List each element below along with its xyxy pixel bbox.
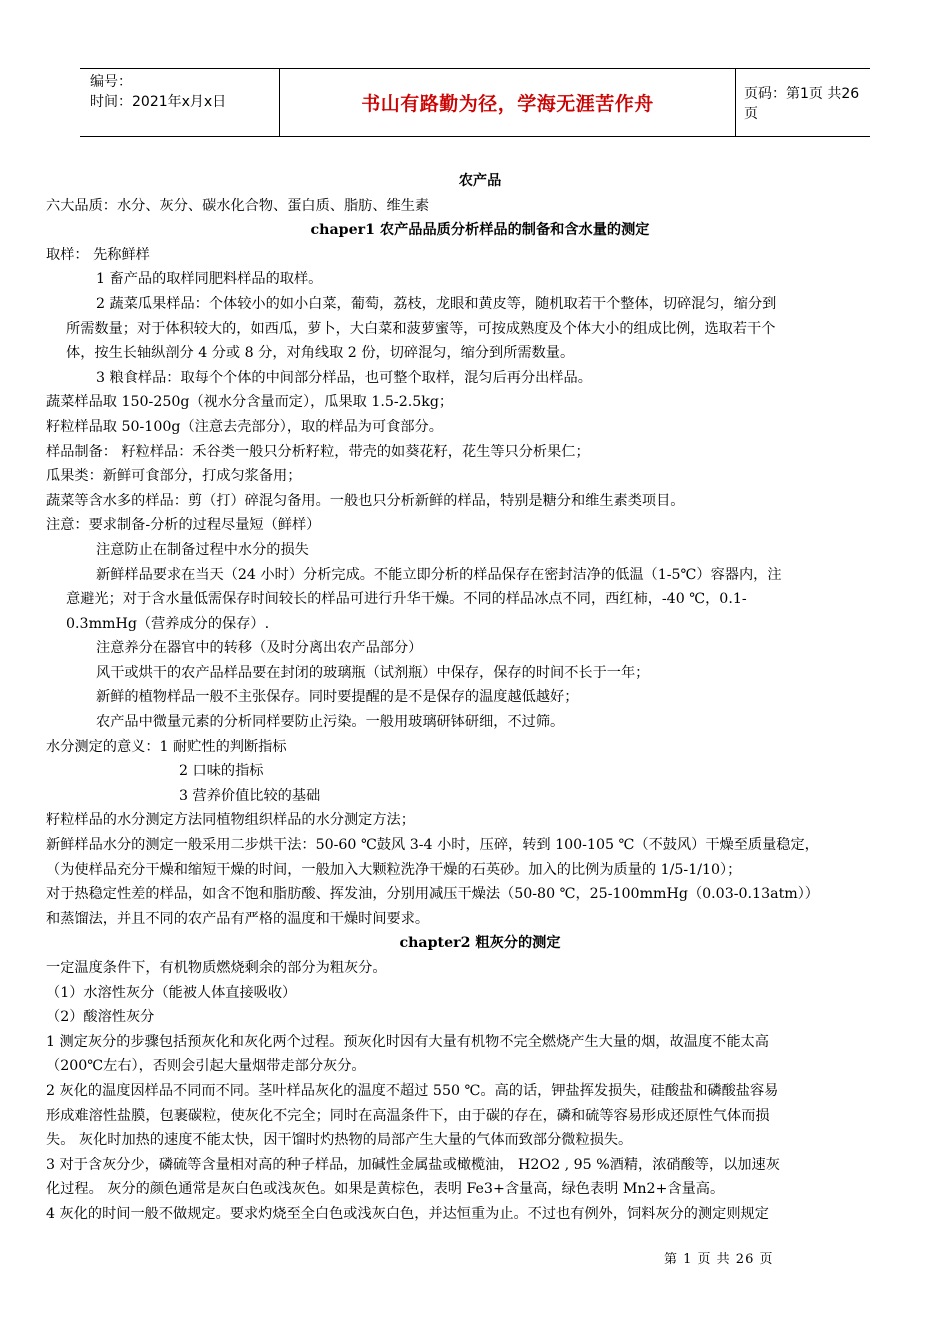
text-line: 3 对于含灰分少，磷硫等含量相对高的种子样品，加碱性金属盐或橄榄油， H2O2 , 95 %酒精，浓硝酸等，以加速灰 <box>46 1156 780 1173</box>
text-line: 蔬菜样品取 150-250g（视水分含量而定），瓜果取 1.5-2.5kg； <box>46 394 454 411</box>
text-line: 农产品中微量元素的分析同样要防止污染。一般用玻璃研钵研细，不过筛。 <box>96 714 565 731</box>
page-footer: 第 1 页 共 26 页 <box>664 1252 774 1267</box>
text-line: 4 灰化的时间一般不做规定。要求灼烧至全白色或浅灰白色，并达恒重为止。不过也有例外，饲料灰分的测定则规定 <box>46 1205 769 1222</box>
text-line: 2 口味的指标 <box>179 763 264 780</box>
body-text <box>46 169 914 1227</box>
text-line: 瓜果类：新鲜可食部分，打成匀浆备用； <box>46 468 302 485</box>
text-line: 化过程。 灰分的颜色通常是灰白色或浅灰色。如果是黄棕色，表明 Fe3+含量高，绿色表明 Mn2+含量高。 <box>46 1181 725 1198</box>
header-motto-cell <box>279 69 736 136</box>
text-line: 一定温度条件下，有机物质燃烧剩余的部分为粗灰分。 <box>46 960 387 976</box>
section-heading: chapter2 粗灰分的测定 <box>399 935 561 952</box>
text-line: 2 灰化的温度因样品不同而不同。茎叶样品灰化的温度不超过 550 ℃。高的话，钾盐挥发损失，硅酸盐和磷酸盐容易 <box>46 1082 779 1099</box>
text-line: 注意：要求制备-分析的过程尽量短（鲜样） <box>46 517 321 534</box>
text-line: 1 畜产品的取样同肥料样品的取样。 <box>96 271 323 288</box>
text-line: 水分测定的意义：1 耐贮性的判断指标 <box>46 738 287 755</box>
text-line: 失。 灰化时加热的速度不能太快，因干馏时灼热物的局部产生大量的气体而致部分微粒损失。 <box>46 1132 633 1149</box>
text-line: 风干或烘干的农产品样品要在封闭的玻璃瓶（试剂瓶）中保存，保存的时间不长于一年； <box>96 664 650 681</box>
text-line: 意避光；对于含水量低需保存时间较长的样品可进行升华干燥。不同的样品冰点不同，西红柿，-40 ℃，0.1- <box>66 591 747 608</box>
text-line: 所需数量；对于体积较大的，如西瓜，萝卜，大白菜和菠萝蜜等，可按成熟度及个体大小的组成比例，选取若干个 <box>66 320 776 337</box>
section-heading: 农产品 <box>458 173 502 189</box>
text-line: （2）酸溶性灰分 <box>46 1009 155 1026</box>
text-line: 新鲜样品水分的测定一般采用二步烘干法：50-60 ℃鼓风 3-4 小时，压碎，转到 100-105 ℃（不鼓风）干燥至质量稳定， <box>46 837 819 854</box>
text-line: （200℃左右），否则会引起大量烟带走部分灰分。 <box>46 1058 366 1075</box>
text-line: 六大品质：水分、灰分、碳水化合物、蛋白质、脂肪、维生素 <box>46 197 430 214</box>
page-info: 页码：第1页 共26页 <box>744 85 860 122</box>
text-line: 3 营养价值比较的基础 <box>179 787 321 804</box>
text-line: 新鲜样品要求在当天（24 小时）分析完成。不能立即分析的样品保存在密封洁净的低温（1-5℃）容器内，注 <box>96 566 782 583</box>
text-line: （1）水溶性灰分（能被人体直接吸收） <box>46 984 297 1001</box>
text-line: 取样： 先称鲜样 <box>46 246 150 263</box>
text-line: 籽粒样品取 50-100g（注意去壳部分），取的样品为可食部分。 <box>46 418 443 435</box>
text-line: 蔬菜等含水多的样品：剪（打）碎混匀备用。一般也只分析新鲜的样品，特别是糖分和维生素类项目。 <box>46 492 685 509</box>
text-line: 籽粒样品的水分测定方法同植物组织样品的水分测定方法； <box>46 812 415 829</box>
text-line: 新鲜的植物样品一般不主张保存。同时要提醒的是不是保存的温度越低越好； <box>96 689 579 706</box>
text-line: 注意防止在制备过程中水分的损失 <box>96 541 309 558</box>
text-line: 和蒸馏法，并且不同的农产品有严格的温度和干燥时间要求。 <box>46 910 430 927</box>
motto-text: 书山有路勤为径，学海无涯苦作舟 <box>361 93 654 115</box>
text-line: （为使样品充分干燥和缩短干燥的时间，一般加入大颗粒洗净干燥的石英砂。加入的比例为质量的 1/5-1/10）； <box>46 861 742 878</box>
time-label: 时间：2021年x月x日 <box>90 94 227 110</box>
header-meta <box>80 69 279 136</box>
text-line: 体，按生长轴纵剖分 4 分或 8 分，对角线取 2 份，切碎混匀，缩分到所需数量。 <box>66 345 575 362</box>
number-label: 编号： <box>90 74 132 90</box>
text-line: 对于热稳定性差的样品，如含不饱和脂肪酸、挥发油，分别用减压干燥法（50-80 ℃，25-100mmHg（0.03-0.13atm）） <box>46 886 819 903</box>
text-line: 2 蔬菜瓜果样品：个体较小的如小白菜，葡萄，荔枝，龙眼和黄皮等，随机取若干个整体，切碎混匀，缩分到 <box>96 295 777 312</box>
text-line: 形成难溶性盐膜，包裹碳粒，使灰化不完全；同时在高温条件下，由于碳的存在，磷和硫等容易形成还原性气体而损 <box>46 1107 770 1124</box>
header-table <box>80 68 870 137</box>
text-line: 样品制备： 籽粒样品：禾谷类一般只分析籽粒，带壳的如葵花籽，花生等只分析果仁； <box>46 443 590 460</box>
section-heading: chaper1 农产品品质分析样品的制备和含水量的测定 <box>310 222 650 239</box>
text-line: 注意养分在器官中的转移（及时分离出农产品部分） <box>96 640 423 657</box>
text-line: 1 测定灰分的步骤包括预灰化和灰化两个过程。预灰化时因有大量有机物不完全燃烧产生大量的烟，故温度不能太高 <box>46 1033 769 1050</box>
text-line: 0.3mmHg（营养成分的保存）. <box>66 615 270 632</box>
text-line: 3 粮食样品：取每个个体的中间部分样品，也可整个取样，混匀后再分出样品。 <box>96 369 592 386</box>
